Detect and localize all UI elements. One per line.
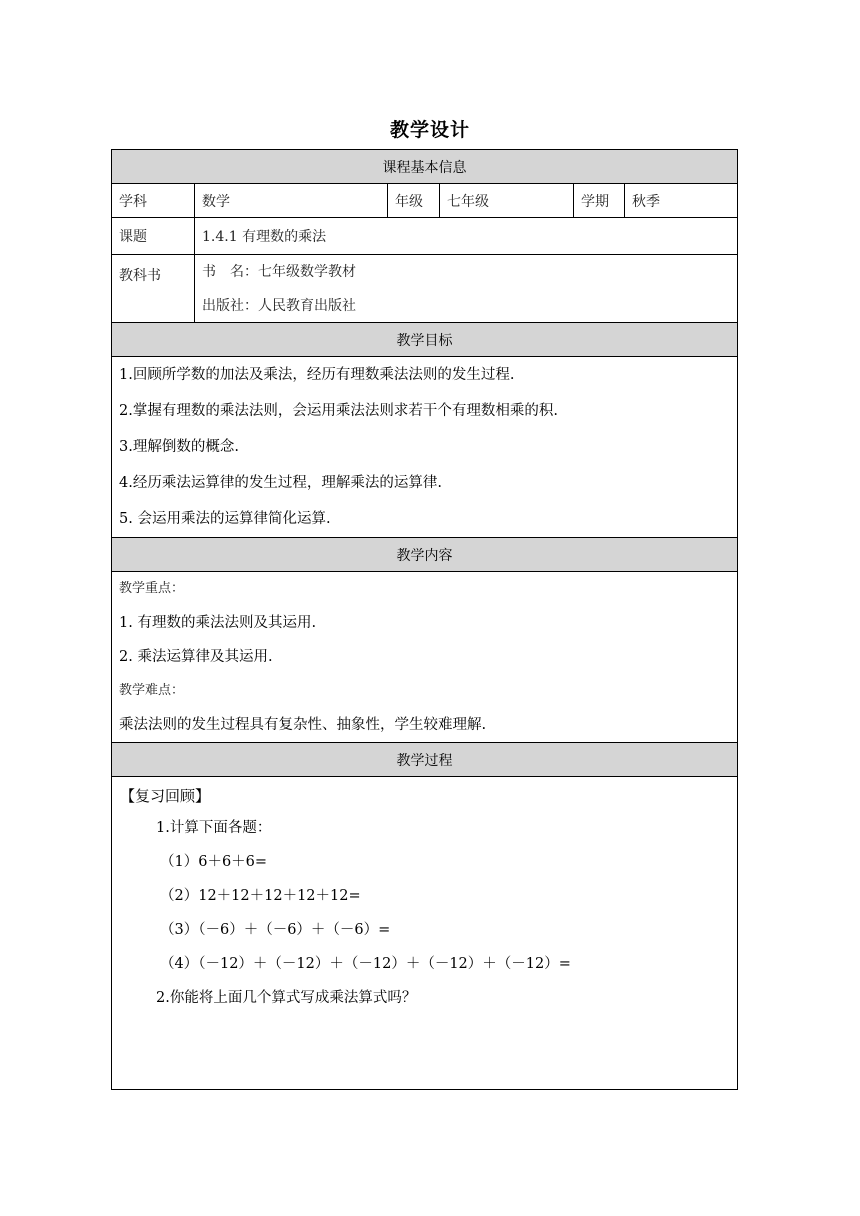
lesson-plan-table bbox=[111, 149, 738, 1090]
term-value: 秋季 bbox=[625, 184, 738, 218]
key-points-label: 教学重点： bbox=[119, 581, 185, 596]
question-2: 2.你能将上面几个算式写成乘法算式吗？ bbox=[156, 990, 417, 1006]
grade-value: 七年级 bbox=[440, 184, 574, 218]
basic-info-header-row bbox=[112, 150, 738, 184]
subject-value: 数学 bbox=[195, 184, 388, 218]
topic-row bbox=[112, 218, 738, 255]
objective-item: 2.掌握有理数的乘法法则，会运用乘法法则求若干个有理数相乘的积. bbox=[119, 403, 558, 419]
key-point-item: 2. 乘法运算律及其运用. bbox=[119, 649, 273, 665]
calc-item: （2）12＋12＋12＋12＋12= bbox=[160, 888, 361, 904]
textbook-publisher: 出版社：人民教育出版社 bbox=[202, 298, 356, 314]
process-cell bbox=[112, 777, 738, 1090]
process-header-row bbox=[112, 743, 738, 777]
calc-item: （1）6＋6＋6= bbox=[160, 854, 268, 870]
textbook-row bbox=[112, 255, 738, 323]
content-header-row bbox=[112, 538, 738, 572]
basic-info-header: 课程基本信息 bbox=[112, 150, 738, 184]
process-header: 教学过程 bbox=[112, 743, 738, 777]
document-title: 教学设计 bbox=[389, 119, 470, 141]
review-heading: 【复习回顾】 bbox=[120, 787, 211, 805]
textbook-name: 书 名：七年级数学教材 bbox=[202, 264, 356, 280]
topic-label: 课题 bbox=[112, 218, 195, 255]
subject-label: 学科 bbox=[112, 184, 195, 218]
subject-row bbox=[112, 184, 738, 218]
difficult-points-label: 教学难点： bbox=[119, 683, 185, 698]
objective-item: 5. 会运用乘法的运算律简化运算. bbox=[119, 511, 331, 527]
textbook-info bbox=[195, 255, 738, 323]
objective-item: 3.理解倒数的概念. bbox=[119, 439, 239, 455]
key-point-item: 1. 有理数的乘法法则及其运用. bbox=[119, 615, 317, 631]
content-header: 教学内容 bbox=[112, 538, 738, 572]
content-cell bbox=[112, 572, 738, 743]
objectives-row bbox=[112, 357, 738, 538]
content-row bbox=[112, 572, 738, 743]
objectives-cell bbox=[112, 357, 738, 538]
process-row bbox=[112, 777, 738, 1090]
calc-item: （4）（－12）＋（－12）＋（－12）＋（－12）＋（－12）= bbox=[160, 956, 571, 972]
textbook-label: 教科书 bbox=[112, 255, 195, 323]
term-label: 学期 bbox=[574, 184, 625, 218]
objectives-header: 教学目标 bbox=[112, 323, 738, 357]
calc-item: （3）（－6）＋（－6）＋（－6）= bbox=[160, 922, 391, 938]
grade-label: 年级 bbox=[388, 184, 440, 218]
objective-item: 1.回顾所学数的加法及乘法，经历有理数乘法法则的发生过程. bbox=[119, 367, 515, 383]
difficult-point-item: 乘法法则的发生过程具有复杂性、抽象性，学生较难理解. bbox=[119, 717, 487, 733]
question-1: 1.计算下面各题： bbox=[156, 820, 272, 836]
objective-item: 4.经历乘法运算律的发生过程，理解乘法的运算律. bbox=[119, 475, 442, 491]
topic-value: 1.4.1 有理数的乘法 bbox=[195, 218, 738, 255]
objectives-header-row bbox=[112, 323, 738, 357]
